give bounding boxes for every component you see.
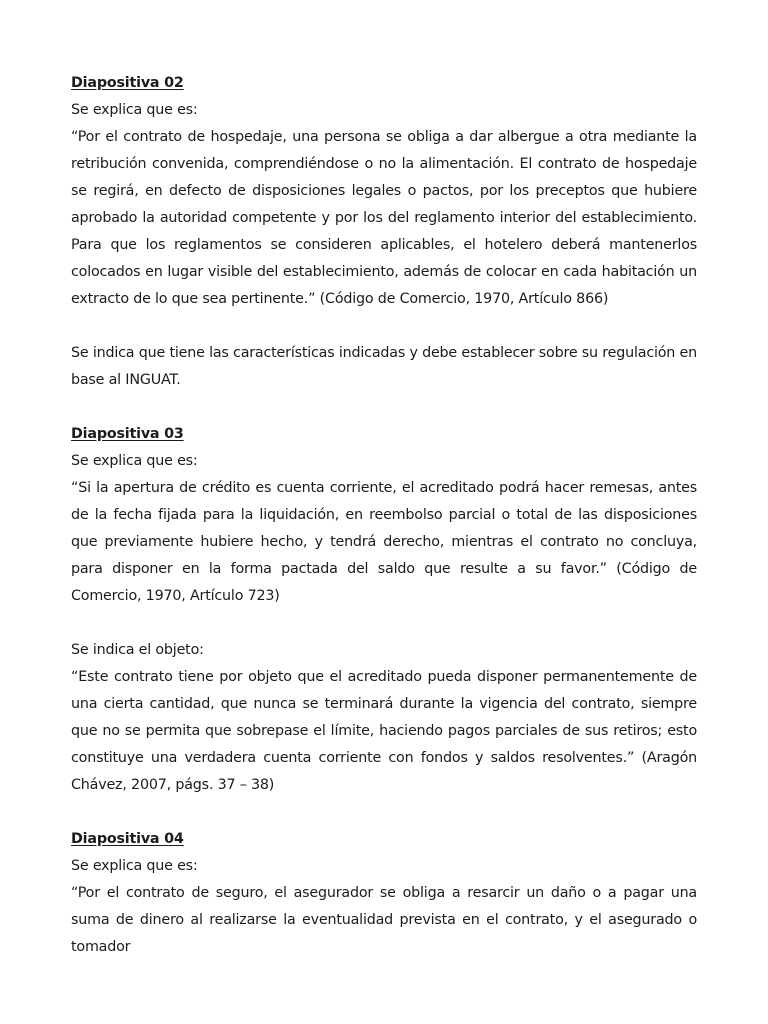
section-intro: Se explica que es:	[71, 858, 198, 874]
section-diapositiva-03	[71, 421, 697, 799]
paragraph-spacer	[71, 313, 697, 340]
section-quote: “Por el contrato de seguro, el asegurador se obliga a resarcir un daño o a pagar una suma de dinero al realizarse la eventualidad prevista en el contrato, y el asegurado o tomador	[71, 885, 697, 955]
paragraph-spacer	[71, 610, 697, 637]
section-intro: Se explica que es:	[71, 102, 198, 118]
section-note: Se indica que tiene las características indicadas y debe establecer sobre su regulación en base al INGUAT.	[71, 345, 697, 388]
section-spacer	[71, 394, 697, 421]
section-quote: “Por el contrato de hospedaje, una persona se obliga a dar albergue a otra mediante la retribución convenida, comprendiéndose o no la alimentación. El contrato de hospedaje se regirá, en defecto de disposiciones legales o pactos, por los preceptos que hubiere aprobado la autoridad competente y por los del reglamento interior del establecimiento. Para que los reglamentos se consideren aplicables, el hotelero deberá mantenerlos colocados en lugar visible del establecimiento, además de colocar en cada habitación un extracto de lo que sea pertinente.” (Código de Comercio, 1970, Artículo 866)	[71, 129, 697, 307]
section-heading: Diapositiva 04	[71, 831, 184, 847]
section-intro-2: Se indica el objeto:	[71, 642, 204, 658]
section-diapositiva-02	[71, 70, 697, 394]
section-spacer	[71, 799, 697, 826]
section-heading: Diapositiva 03	[71, 426, 184, 442]
section-quote-2: “Este contrato tiene por objeto que el acreditado pueda disponer permanentemente de una cierta cantidad, que nunca se terminará durante la vigencia del contrato, siempre que no se permita que sobrepase el límite, haciendo pagos parciales de sus retiros; esto constituye una verdadera cuenta corriente con fondos y saldos resolventes.” (Aragón Chávez, 2007, págs. 37 – 38)	[71, 669, 697, 793]
section-intro: Se explica que es:	[71, 453, 198, 469]
section-diapositiva-04	[71, 826, 697, 961]
document-page	[71, 70, 697, 961]
section-quote: “Si la apertura de crédito es cuenta corriente, el acreditado podrá hacer remesas, antes de la fecha fijada para la liquidación, en reembolso parcial o total de las disposiciones que previamente hubiere hecho, y tendrá derecho, mientras el contrato no concluya, para disponer en la forma pactada del saldo que resulte a su favor.” (Código de Comercio, 1970, Artículo 723)	[71, 480, 697, 604]
section-heading: Diapositiva 02	[71, 75, 184, 91]
